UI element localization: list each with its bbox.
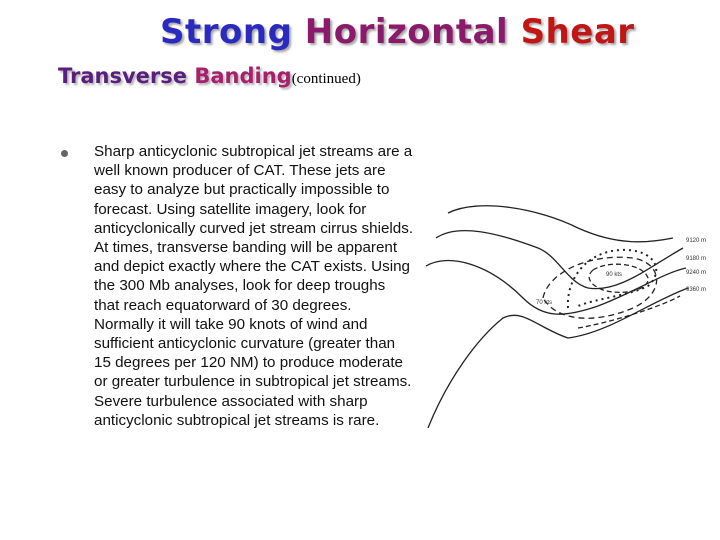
title-word-horizontal: Horizontal <box>304 12 509 52</box>
isotach-dashed-lower <box>578 296 680 328</box>
isotach-label-90: 90 kts <box>606 272 623 278</box>
slide-subtitle <box>58 64 361 88</box>
jet-stream-diagram <box>418 178 718 428</box>
bullet-icon <box>61 150 68 157</box>
subtitle-continued: (continued) <box>291 71 361 87</box>
contour-label-2: 9180 m <box>686 256 707 262</box>
contour-line-1 <box>448 206 673 242</box>
contour-line-2 <box>436 231 683 289</box>
title-word-strong: Strong <box>160 12 293 52</box>
isotach-label-70: 70 kts <box>536 300 553 306</box>
jet-stream-figure <box>418 178 718 428</box>
contour-label-1: 9120 m <box>686 238 707 244</box>
subtitle-word-banding: Banding <box>194 64 292 88</box>
contour-label-3: 9240 m <box>686 270 707 276</box>
body-paragraph: Sharp anticyclonic subtropical jet streams are a well known producer of CAT. These jets are easy to analyze but practically impossible to forecast. Using satellite imagery, look for anticyclonically curved jet stream cirrus shields. At times, transverse banding will be apparent and depict exactly where the CAT exists. Using the 300 Mb analyses, look for deep troughs that reach equatorward of 30 degrees. Normally it will take 90 knots of wind and sufficient anticyclonic curvature (greater than 15 degrees per 120 NM) to produce moderate or greater turbulence in subtropical jet streams. Severe turbulence associated with sharp anticyclonic subtropical jet streams is rare. <box>94 143 414 429</box>
subtitle-word-transverse: Transverse <box>58 64 188 88</box>
slide-title <box>160 12 635 52</box>
jet-axis-dotted <box>568 250 656 308</box>
contour-label-4: 9360 m <box>686 287 707 293</box>
contour-line-3 <box>426 261 686 315</box>
title-word-shear: Shear <box>520 12 635 52</box>
